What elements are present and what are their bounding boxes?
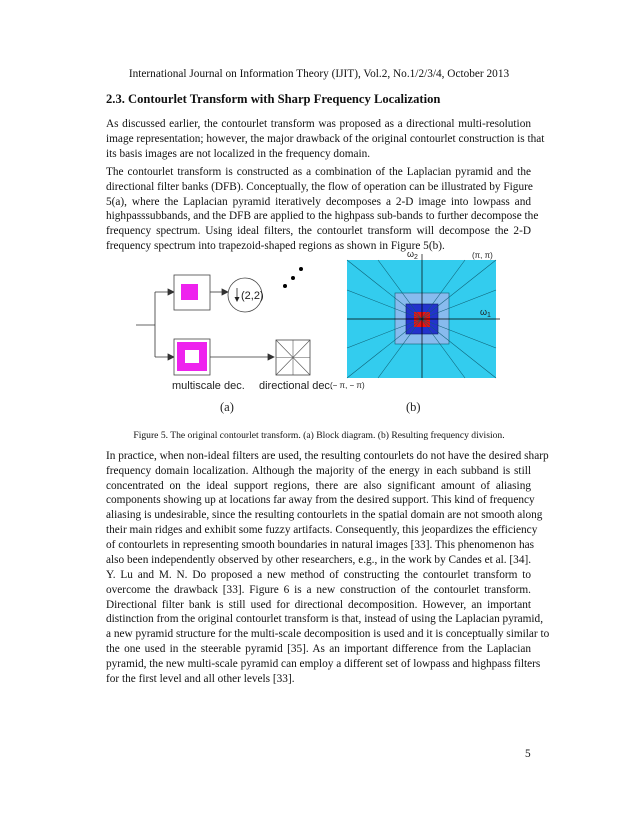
continuation-dot	[283, 284, 287, 288]
paragraph-line: overcome the drawback [33]. Figure 6 is a new construction of the contourlet transform.	[106, 583, 531, 596]
highpass-center	[185, 350, 199, 363]
paragraph-line: their main ridges and exhibit some fuzzy artifacts. Consequently, this jeopardizes the efficiency	[106, 523, 538, 536]
paragraph-line: Y. Lu and M. N. Do proposed a new method of constructing the contourlet transform to	[106, 569, 531, 581]
paragraph-line: The contourlet transform is constructed as a combination of the Laplacian pyramid and the	[106, 166, 531, 178]
dfb-wedge-lines	[276, 340, 310, 375]
paragraph-line: a new pyramid structure for the multi-scale decomposition is used and it is conceptually similar to	[106, 628, 550, 641]
paragraph-line: frequency spectrum into trapezoid-shaped regions as shown in Figure 5(b).	[106, 239, 445, 252]
paragraph-4	[106, 568, 550, 686]
paragraph-line: pyramid, the new multi-scale pyramid can employ a different set of lowpass and highpass filters	[106, 657, 541, 670]
running-header: International Journal on Information Theory (IJIT), Vol.2, No.1/2/3/4, October 2013	[128, 68, 510, 80]
omega2-label: ω	[407, 249, 415, 259]
subfigure-a-label: (a)	[220, 400, 234, 414]
directional-label: directional dec.	[259, 380, 333, 392]
pi-top-label: (π, π)	[472, 251, 493, 260]
section-title: 2.3. Contourlet Transform with Sharp Frequency Localization	[106, 92, 441, 106]
paragraph-line: of contourlets in representing smooth boundaries in natural images [33]. This phenomenon has	[106, 538, 535, 551]
paragraph-line: concentrated on the ideal support regions, there are also significant amount of aliasing	[106, 479, 531, 492]
lowpass-square	[181, 284, 198, 300]
paragraph-line: highpasssubbands, and the DFB are applied to the highpass sub-bands to further decompose the	[106, 210, 539, 223]
continuation-dot	[291, 276, 295, 280]
paragraph-line: As discussed earlier, the contourlet transform was proposed as a directional multi-resolution	[106, 118, 531, 130]
subfigure-b-label: (b)	[406, 400, 421, 414]
paragraph-line: directional filter banks (DFB). Conceptually, the flow of operation can be illustrated by Figure	[106, 180, 533, 193]
omega2-subscript: 2	[414, 254, 418, 261]
continuation-dot	[299, 267, 303, 271]
paragraph-line: frequency spectrum. Using ideal filters, the contourlet transform will decompose the 2-D	[106, 225, 531, 238]
figure-caption: Figure 5. The original contourlet transform. (a) Block diagram. (b) Resulting frequency division.	[133, 430, 505, 441]
paragraph-line: Directional filter bank is still used for directional decomposition. However, an important	[106, 598, 531, 611]
paragraph-1	[106, 117, 545, 161]
paragraph-line: the one used in the steerable pyramid [35]. As an important difference from the Laplacian	[106, 642, 531, 655]
frequency-partition	[347, 254, 500, 378]
paragraph-3	[106, 449, 549, 567]
paragraph-line: aliasing is undesirable, since the resulting contourlets in the spatial domain are not smooth along	[106, 509, 543, 522]
svg-text:ω2	[407, 249, 418, 261]
paragraph-line: frequency domain localization. Although the majority of the energy in each subband is still	[106, 464, 531, 477]
paragraph-line: distinction from the original contourlet transform is that, instead of using the Laplacian pyramid,	[106, 613, 544, 626]
omega1-label: ω	[480, 307, 488, 317]
paragraph-line: for the first level and all other levels [33].	[106, 672, 295, 685]
paragraph-line: image representation; however, the major drawback of the original contourlet construction is that	[106, 132, 545, 145]
paragraph-line: 5(a), where the Laplacian pyramid iteratively decomposes a 2-D image into lowpass and	[106, 195, 531, 208]
paragraph-line: In practice, when non-ideal filters are used, the resulting contourlets do not have the desired sharp	[106, 450, 549, 462]
figure-5	[0, 247, 638, 427]
paragraph-line: components showing up at locations far away from the desired support. This kind of frequency	[106, 494, 535, 507]
paragraph-line: its basis images are not localized in the frequency domain.	[106, 147, 371, 160]
omega1-subscript: 1	[487, 312, 491, 319]
multiscale-label: multiscale dec.	[172, 380, 245, 392]
paragraph-line: also been independently observed by other researchers, e.g., in the work by Candes et al. [34].	[106, 553, 532, 566]
page-number: 5	[525, 748, 531, 760]
paragraph-2	[106, 165, 539, 254]
pi-bottom-label: (− π, − π)	[330, 381, 365, 390]
downsample-label: (2,2)	[241, 290, 264, 302]
